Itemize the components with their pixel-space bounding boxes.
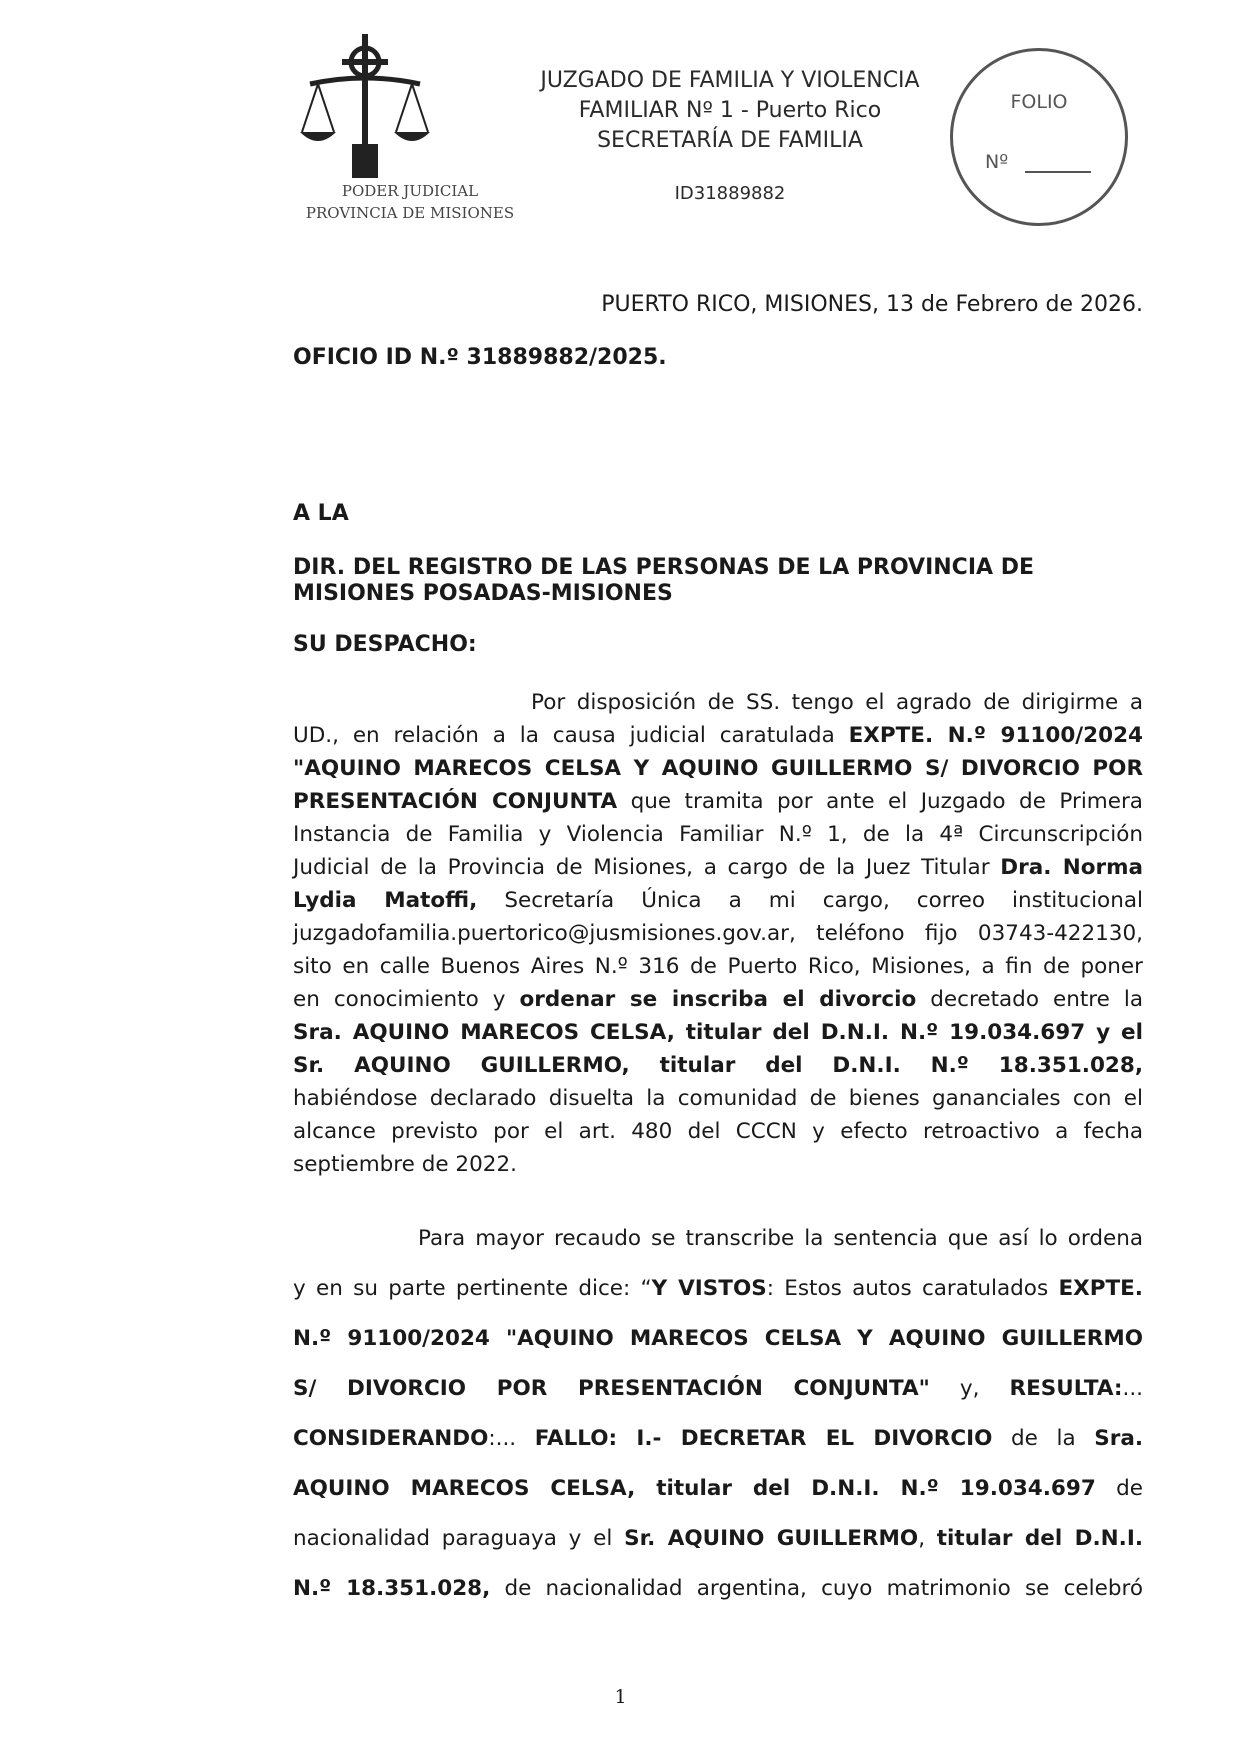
text: sito en calle Buenos Aires N.º 316 de Puerto Rico, Misiones, a fin de poner [293, 954, 1143, 979]
folio-label: FOLIO [1010, 91, 1068, 113]
party-1: AQUINO MARECOS CELSA, titular del D.N.I. N.º 19.034.697 [293, 1476, 1096, 1501]
text: :... [488, 1426, 535, 1451]
fallo: FALLO: I.- DECRETAR EL DIVORCIO [534, 1426, 993, 1451]
text: de la [992, 1426, 1095, 1451]
p1-line [293, 950, 1143, 983]
party-2: Sr. AQUINO GUILLERMO [624, 1526, 919, 1551]
p2-line [293, 1464, 1143, 1514]
resulta: RESULTA: [1009, 1376, 1123, 1401]
p1-line [293, 818, 1143, 851]
su-despacho: SU DESPACHO: [293, 632, 477, 657]
p1-line [293, 752, 1143, 785]
text: ... [1122, 1376, 1143, 1401]
text: Para mayor recaudo se transcribe la sentencia que así lo ordena [418, 1226, 1143, 1251]
p2-line [293, 1314, 1143, 1364]
p1-line [293, 1049, 1143, 1082]
text: y en su parte pertinente dice: “ [293, 1276, 652, 1301]
p1-line [293, 884, 1143, 917]
party-1: Sra. AQUINO MARECOS CELSA, titular del D.N.I. N.º 19.034.697 y el [293, 1020, 1143, 1045]
date-line: PUERTO RICO, MISIONES, 13 de Febrero de 2026. [601, 292, 1143, 317]
text: alcance previsto por el art. 480 del CCCN y efecto retroactivo a fecha [293, 1119, 1143, 1144]
order-text: ordenar se inscriba el divorcio [519, 987, 917, 1012]
court-line1: JUZGADO DE FAMILIA Y VIOLENCIA [540, 68, 920, 93]
document-id: ID31889882 [674, 183, 786, 204]
p2-line [293, 1264, 1143, 1314]
court-line3: SECRETARÍA DE FAMILIA [597, 128, 863, 153]
case-title: "AQUINO MARECOS CELSA Y AQUINO GUILLERMO S/ DIVORCIO POR [293, 756, 1143, 781]
p1-line [293, 1115, 1143, 1148]
party-2-id-number: N.º 18.351.028, [293, 1576, 491, 1601]
page-number: 1 [614, 1686, 627, 1708]
text: : Estos autos caratulados [766, 1276, 1059, 1301]
text: nacionalidad paraguaya y el [293, 1526, 625, 1551]
text: septiembre de 2022. [293, 1152, 517, 1177]
p1-line [293, 1016, 1143, 1049]
p2-line [293, 1514, 1143, 1564]
text: Instancia de Familia y Violencia Familiar N.º 1, de la 4ª Circunscripción [293, 822, 1143, 847]
folio-stamp [950, 48, 1128, 226]
p2-line [293, 1364, 1143, 1414]
case-title-end: PRESENTACIÓN CONJUNTA [293, 789, 618, 814]
paragraph-1 [293, 686, 1143, 1181]
p2-line [293, 1564, 1143, 1614]
oficio-number: OFICIO ID N.º 31889882/2025. [293, 345, 667, 370]
p1-line [293, 719, 1143, 752]
p1-line [293, 1082, 1143, 1115]
considerando: CONSIDERANDO [293, 1426, 489, 1451]
case-title-end: S/ DIVORCIO POR PRESENTACIÓN CONJUNTA" [293, 1376, 930, 1401]
scales-of-justice-icon [300, 32, 520, 182]
p2-line [293, 1214, 1143, 1264]
p2-line [293, 1414, 1143, 1464]
text: de nacionalidad argentina, cuyo matrimonio se celebró [490, 1576, 1144, 1601]
p1-line [293, 686, 1143, 719]
p1-line [293, 1148, 1143, 1181]
y-vistos: Y VISTOS [651, 1276, 767, 1301]
p1-line [293, 917, 1143, 950]
logo-text-line2: PROVINCIA DE MISIONES [305, 204, 515, 222]
case-title: N.º 91100/2024 "AQUINO MARECOS CELSA Y AQUINO GUILLERMO [293, 1326, 1143, 1351]
p1-line [293, 785, 1143, 818]
paragraph-2 [293, 1214, 1143, 1614]
text: en conocimiento y [293, 987, 520, 1012]
case-number: EXPTE. N.º 91100/2024 [848, 723, 1143, 748]
folio-number-line [1025, 171, 1091, 173]
addressee-prefix: A LA [293, 501, 349, 526]
text: decretado entre la [916, 987, 1143, 1012]
case-number: EXPTE. [1058, 1276, 1143, 1301]
text: Judicial de la Provincia de Misiones, a cargo de la Juez Titular [293, 855, 1001, 880]
text: y, [929, 1376, 1010, 1401]
text: UD., en relación a la causa judicial caratulada [293, 723, 849, 748]
party-title: Sra. [1094, 1426, 1143, 1451]
party-2: Sr. AQUINO GUILLERMO, titular del D.N.I. N.º 18.351.028, [293, 1053, 1143, 1078]
folio-number-label: Nº [985, 151, 1009, 173]
contact-info: juzgadofamilia.puertorico@jusmisiones.gov.ar, teléfono fijo 03743-422130, [293, 921, 1143, 946]
text: Por disposición de SS. tengo el agrado de dirigirme a [531, 690, 1143, 715]
judicial-logo [300, 32, 520, 222]
text: habiéndose declarado disuelta la comunidad de bienes gananciales con el [293, 1086, 1143, 1111]
party-2-id: titular del D.N.I. [936, 1526, 1143, 1551]
court-name [500, 66, 960, 156]
text: Secretaría Única a mi cargo, correo institucional [477, 888, 1143, 913]
judge-name-end: Lydia Matoffi, [293, 888, 478, 913]
court-line2: FAMILIAR Nº 1 - Puerto Rico [578, 98, 882, 123]
p1-line [293, 851, 1143, 884]
text: que tramita por ante el Juzgado de Primera [617, 789, 1143, 814]
addressee-line2: MISIONES POSADAS-MISIONES [293, 581, 673, 606]
logo-text-line1: PODER JUDICIAL [341, 182, 479, 200]
addressee-name [293, 555, 1143, 607]
text: , [918, 1526, 937, 1551]
addressee-line1: DIR. DEL REGISTRO DE LAS PERSONAS DE LA PROVINCIA DE [293, 555, 1034, 580]
judge-name: Dra. Norma [1000, 855, 1143, 880]
p1-line [293, 983, 1143, 1016]
text: de [1095, 1476, 1143, 1501]
